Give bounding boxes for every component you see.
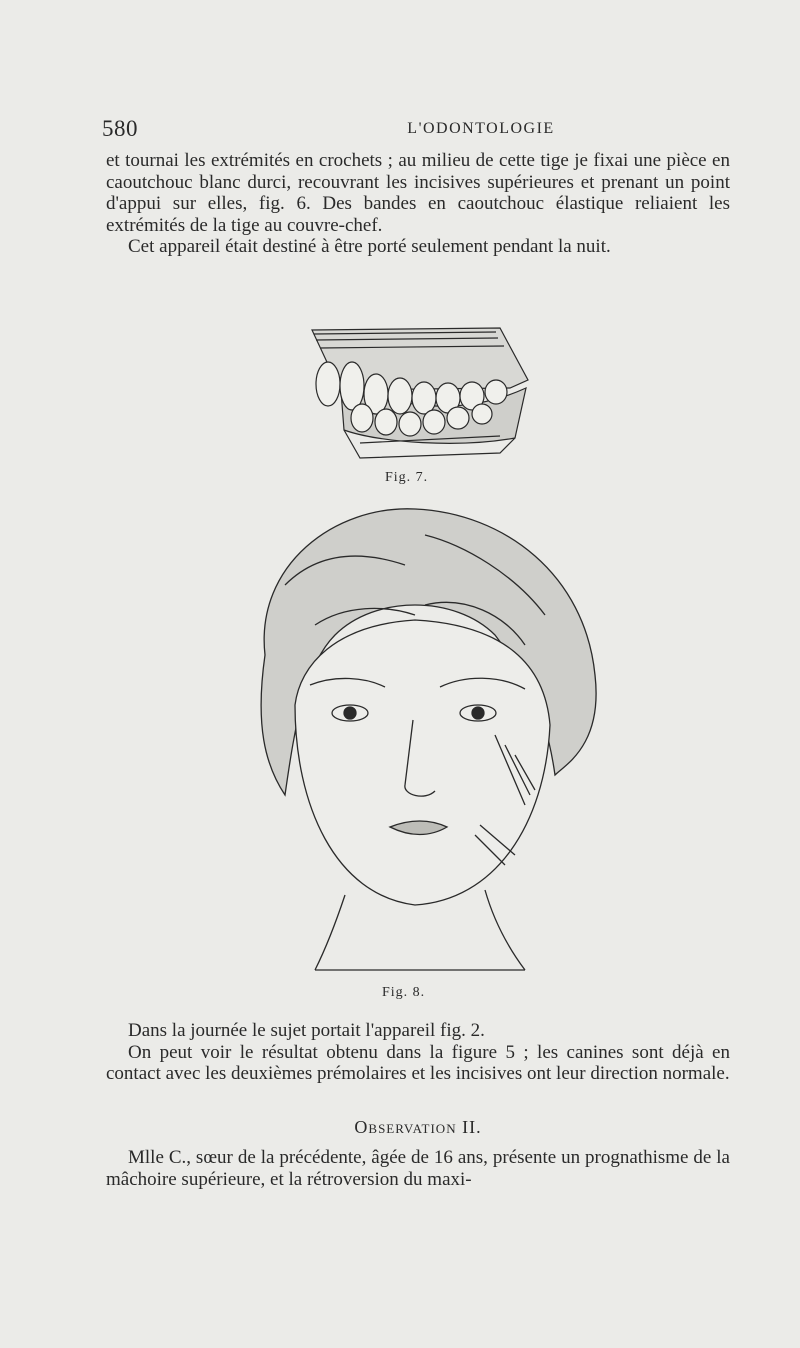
paragraph: Dans la journée le sujet portait l'appareil fig. 2. bbox=[128, 1020, 485, 1041]
dental-cast-illustration bbox=[300, 318, 540, 468]
paragraph: On peut voir le résultat obtenu dans la figure 5 ; les canines sont déjà en contact avec les deuxièmes prémolaires et les incisives ont leur direction normale. bbox=[106, 1041, 730, 1084]
bottom-text-block bbox=[106, 1020, 730, 1085]
page-number: 580 bbox=[102, 116, 138, 141]
head-portrait-illustration bbox=[225, 505, 605, 975]
running-title: L'ODONTOLOGIE bbox=[407, 120, 555, 137]
final-text-block bbox=[106, 1147, 730, 1190]
section-heading: Observation II. bbox=[354, 1117, 482, 1137]
paragraph: et tournai les extrémités en crochets ; au milieu de cette tige je fixai une pièce en caoutchouc blanc durci, recouvrant les incisives supérieures et prenant un point d'appui sur elles, fig. 6. Des bandes en caoutchouc élastique reliaient les extrémités de la tige au couvre-chef. bbox=[106, 150, 730, 236]
figure-7-caption: Fig. 7. bbox=[385, 470, 429, 485]
paragraph: Cet appareil était destiné à être porté seulement pendant la nuit. bbox=[128, 236, 611, 257]
paragraph: Mlle C., sœur de la précédente, âgée de 16 ans, présente un prognathisme de la mâchoire supérieure, et la rétroversion du maxi- bbox=[106, 1147, 730, 1190]
top-text-block bbox=[106, 150, 730, 258]
figure-8-caption: Fig. 8. bbox=[382, 985, 426, 1000]
page-header bbox=[102, 116, 730, 146]
